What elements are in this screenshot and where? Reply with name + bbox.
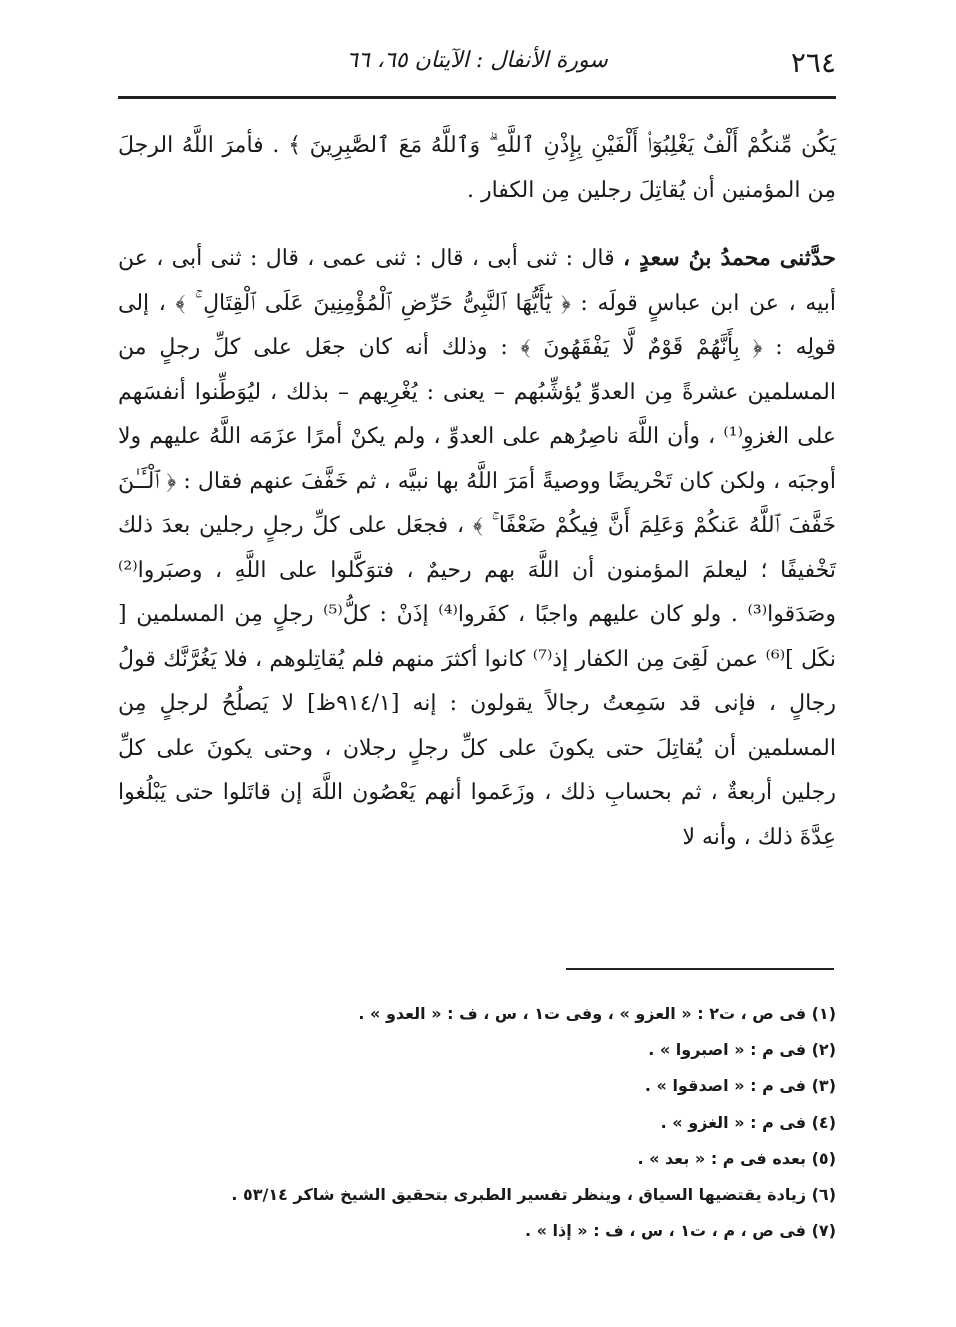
narrator-chain-start: حدَّثنى محمدُ بنُ سعدٍ ، [622,245,837,271]
footnote-7: (٧) فى ص ، م ، ت١ ، س ، ف : « إذا » . [524,1221,836,1241]
page-header [118,42,836,86]
page-number: ٢٦٤ [790,46,836,79]
paragraph-1: يَكُن مِّنكُمْ أَلْفٌ يَغْلِبُوٓا۟ أَلْفَيْنِ بِإِذْنِ ٱللَّهِ ۗ وَٱللَّهُ مَعَ ٱلصَّٰبِرِينَ ﴾ . فأمرَ اللَّهُ الرجلَ مِن المؤمنين أن يُقاتِلَ رجلين مِن الكفار . [118,133,836,203]
footnote-4: (٤) فى م : « الغزو » . [660,1112,836,1132]
footnote-1: (١) فى ص ، ت٢ : « العزو » ، وفى ت١ ، س ، ف : « العدو » . [358,1004,836,1023]
paragraph-2-text: قال : ثنى أبى ، قال : ثنى عمى ، قال : ثنى أبى ، عن أبيه ، عن ابن عباسٍ قولَه : ﴿ يَٰٓأَيُّهَا ٱلنَّبِىُّ حَرِّضِ ٱلْمُؤْمِنِينَ عَلَى ٱلْقِتَالِ ۚ ﴾ ، إلى قولِه : ﴿ بِأَنَّهُمْ قَوْمٌ لَّا يَفْقَهُونَ ﴾ : وذلك أنه كان جعَل على كلِّ رجلٍ من المسلمين عشرةً مِن العدوِّ يُؤشِّبُهم – يعنى : يُغْرِيهم – بذلك ، ليُوَطِّنوا أنفسَهم على الغزوِ⁽¹⁾ ، وأن اللَّهَ ناصِرُهم على العدوِّ ، ولم يكنْ أمرًا عزَمَه اللَّهُ عليهم ولا أوجبَه ، ولكن كان تَحْريضًا ووصيةً أمَرَ اللَّهُ بها نبيَّه ، ثم خَفَّفَ عنهم فقال : ﴿ ٱلْـَٔـٰنَ خَفَّفَ ٱللَّهُ عَنكُمْ وَعَلِمَ أَنَّ فِيكُمْ ضَعْفًا ۚ ﴾ ، فجعَل على كلِّ رجلٍ رجلين بعدَ ذلك تَخْفيفًا ؛ ليعلمَ المؤمنون أن اللَّهَ بهم رحيمٌ ، فتوَكَّلوا على اللَّهِ ، وصبَروا⁽²⁾ وصَدَقوا⁽³⁾ . ولو كان عليهم واجبًا ، كفَروا⁽⁴⁾ إذَنْ : كلُّ⁽⁵⁾ رجلٍ مِن المسلمين [ نكَل ]⁽⁶⁾ عمن لَقِىَ مِن الكفار إذ⁽⁷⁾ كانوا أكثرَ منهم فلم يُقاتِلوهم ، فلا يَغُرَّنَّك قولُ رجالٍ ، فإنى قد سَمِعتُ رجالاً يقولون : إنه [٩١٤/١ظ] لا يَصلُحُ لرجلٍ مِن المسلمين أن يُقاتِلَ حتى يكونَ على كلِّ رجلٍ رجلان ، وحتى يكونَ على كلِّ رجلين أربعةٌ ، ثم بحسابِ ذلك ، وزَعَموا أنهم يَعْصُون اللَّهَ إن قاتَلوا حتى يَبْلُغوا عِدَّةَ ذلك ، وأنه لا [118,246,836,850]
header-rule [118,96,836,99]
footnote-6: (٦) زيادة يقتضيها السياق ، وينظر تفسير الطبرى بتحقيق الشيخ شاكر ٥٣/١٤ . [231,1184,836,1204]
footnote-3: (٣) فى م : « اصدقوا » . [644,1076,836,1096]
footnote-2: (٢) فى م : « اصبروا » . [648,1040,836,1060]
paragraph-2 [118,236,836,860]
body-text [118,124,836,860]
footnote-rule [566,968,834,970]
footnote-5: (٥) بعده فى م : « بعد » . [637,1148,836,1168]
running-title: سورة الأنفال : الآيتان ٦٥، ٦٦ [346,48,608,73]
footnotes [118,996,836,1249]
